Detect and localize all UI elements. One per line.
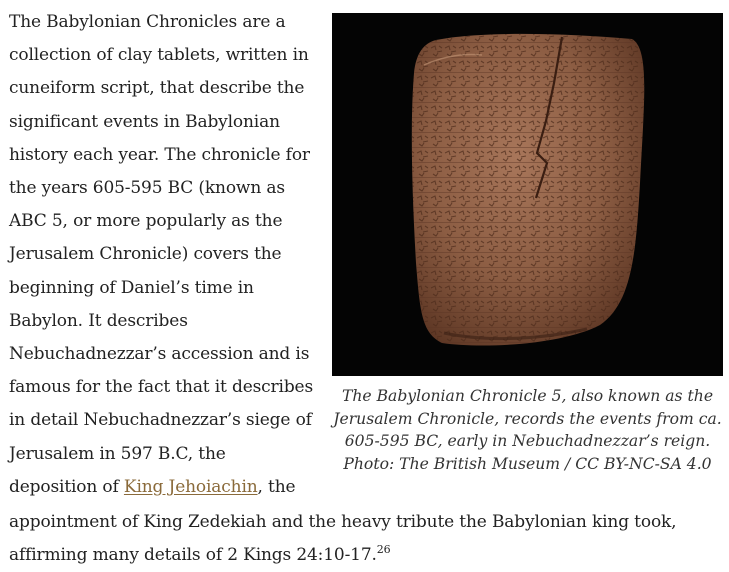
paragraph-line-final bbox=[9, 539, 719, 572]
caption-line: 605-595 BC, early in Nebuchadnezzar’s reign. bbox=[344, 432, 711, 450]
caption-line: Jerusalem Chronicle, records the events from ca. bbox=[333, 409, 722, 428]
figure-caption bbox=[332, 385, 723, 475]
paragraph-line: cuneiform script, that describe the bbox=[9, 78, 305, 99]
paragraph-line: Jerusalem Chronicle) covers the bbox=[9, 244, 282, 265]
clay-tablet-photo bbox=[332, 13, 723, 376]
footnote-ref[interactable]: 26 bbox=[376, 543, 391, 557]
paragraph-line: Nebuchadnezzar’s accession and is bbox=[9, 344, 310, 365]
paragraph-line: ABC 5, or more popularly as the bbox=[9, 211, 283, 232]
final-text: affirming many details of 2 Kings 24:10-17. bbox=[9, 545, 377, 566]
paragraph-line: appointment of King Zedekiah and the heavy tribute the Babylonian king took, bbox=[9, 512, 677, 532]
deposition-suffix: , the bbox=[257, 476, 296, 497]
caption-line: Photo: The British Museum / CC BY-NC-SA 4.0 bbox=[343, 454, 712, 473]
paragraph-line-deposition bbox=[9, 471, 315, 504]
paragraph-line: The Babylonian Chronicles are a bbox=[9, 12, 286, 32]
paragraph-line: collection of clay tablets, written in bbox=[9, 45, 309, 66]
chronicle-paragraph bbox=[9, 6, 315, 504]
paragraph-line: beginning of Daniel’s time in bbox=[9, 277, 254, 298]
deposition-prefix: deposition of bbox=[9, 476, 124, 497]
chronicle-figure bbox=[332, 13, 723, 475]
paragraph-line: Babylon. It describes bbox=[9, 310, 188, 331]
caption-line: The Babylonian Chronicle 5, also known as the bbox=[341, 387, 714, 405]
king-jehoiachin-link[interactable]: King Jehoiachin bbox=[123, 476, 258, 497]
paragraph-line: famous for the fact that it describes bbox=[9, 377, 314, 398]
paragraph-line: Jerusalem in 597 B.C, the bbox=[9, 443, 226, 464]
paragraph-line: significant events in Babylonian bbox=[9, 111, 280, 132]
paragraph-line: history each year. The chronicle for bbox=[9, 144, 310, 165]
paragraph-continuation bbox=[9, 506, 719, 572]
paragraph-line: in detail Nebuchadnezzar’s siege of bbox=[9, 410, 312, 431]
paragraph-line: the years 605-595 BC (known as bbox=[9, 178, 285, 199]
